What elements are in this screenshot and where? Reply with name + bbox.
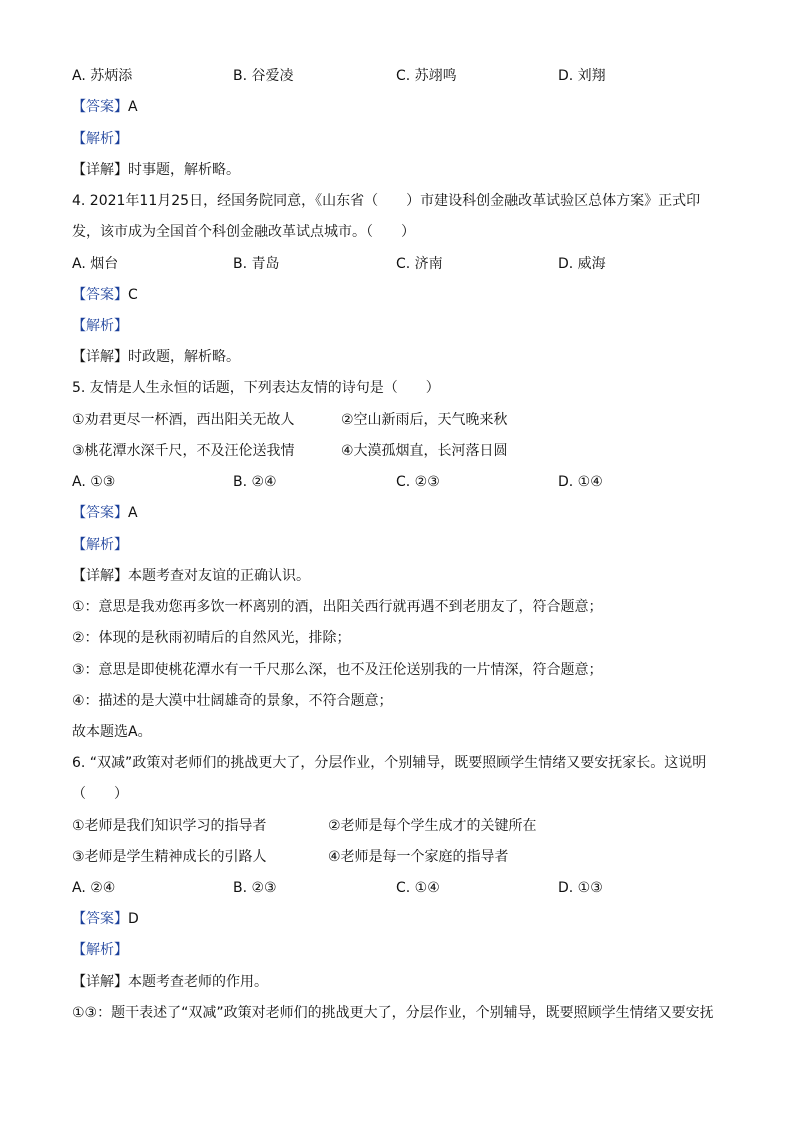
q5-answer (72, 503, 138, 523)
q5-stem: 5. 友情是人生永恒的话题，下列表达友情的诗句是（ ） (72, 380, 440, 396)
q6-stem-line2: （ ） (72, 786, 128, 802)
detail-text: 本题考查老师的作用。 (128, 974, 268, 990)
answer-value: C (128, 287, 138, 303)
q3-option-a: A. 苏炳添 (72, 68, 133, 84)
q6-option-d: D. ①③ (558, 880, 603, 896)
q5-detail (72, 566, 310, 586)
detail-tag: 【详解】 (72, 349, 128, 365)
q5-option-c: C. ②③ (396, 474, 440, 490)
q5-item-2: ②空山新雨后，天气晚来秋 (341, 412, 508, 428)
q6-option-c: C. ①④ (396, 880, 440, 896)
answer-value: A (128, 505, 138, 521)
q3-option-d: D. 刘翔 (558, 68, 606, 84)
q5-analysis-tag: 【解析】 (72, 537, 128, 553)
answer-value: A (128, 99, 138, 115)
q3-detail (72, 160, 240, 180)
q4-stem-line2: 发，该市成为全国首个科创金融改革试点城市。（ ） (72, 224, 415, 240)
q5-item-1: ①劝君更尽一杯酒，西出阳关无故人 (72, 412, 295, 428)
q6-option-b: B. ②③ (233, 880, 277, 896)
q3-option-b: B. 谷爱凌 (233, 68, 294, 84)
q5-explanation-4: ④：描述的是大漠中壮阔雄奇的景象，不符合题意； (72, 693, 393, 709)
q5-option-d: D. ①④ (558, 474, 603, 490)
q4-option-b: B. 青岛 (233, 256, 280, 272)
detail-text: 时政题，解析略。 (128, 349, 240, 365)
answer-tag: 【答案】 (72, 287, 128, 303)
q3-option-c: C. 苏翊鸣 (396, 68, 457, 84)
detail-tag: 【详解】 (72, 974, 128, 990)
answer-tag: 【答案】 (72, 911, 128, 927)
answer-tag: 【答案】 (72, 505, 128, 521)
q3-answer (72, 97, 138, 117)
q6-item-2: ②老师是每个学生成才的关键所在 (328, 818, 537, 834)
q4-option-c: C. 济南 (396, 256, 443, 272)
q5-option-a: A. ①③ (72, 474, 116, 490)
q6-stem-line1: 6. “双减”政策对老师们的挑战更大了，分层作业，个别辅导，既要照顾学生情绪又要安抚家长。这说明 (72, 755, 707, 771)
q6-explanation-1: ①③：题干表述了“双减”政策对老师们的挑战更大了，分层作业，个别辅导，既要照顾学生情绪又要安抚 (72, 1005, 714, 1021)
detail-tag: 【详解】 (72, 162, 128, 178)
q3-analysis-tag: 【解析】 (72, 131, 128, 147)
q5-option-b: B. ②④ (233, 474, 277, 490)
q6-item-4: ④老师是每一个家庭的指导者 (328, 849, 509, 865)
q5-item-3: ③桃花潭水深千尺，不及汪伦送我情 (72, 443, 295, 459)
q6-analysis-tag: 【解析】 (72, 942, 128, 958)
answer-tag: 【答案】 (72, 99, 128, 115)
q4-option-d: D. 威海 (558, 256, 606, 272)
q6-detail (72, 972, 268, 992)
detail-text: 本题考查对友谊的正确认识。 (128, 568, 310, 584)
q5-explanation-1: ①：意思是我劝您再多饮一杯离别的酒，出阳关西行就再遇不到老朋友了，符合题意； (72, 599, 603, 615)
q6-option-a: A. ②④ (72, 880, 116, 896)
q4-analysis-tag: 【解析】 (72, 318, 128, 334)
q4-detail (72, 347, 240, 367)
q5-explanation-3: ③：意思是即使桃花潭水有一千尺那么深，也不及汪伦送别我的一片情深，符合题意； (72, 662, 603, 678)
q6-item-3: ③老师是学生精神成长的引路人 (72, 849, 267, 865)
q6-answer (72, 909, 139, 929)
q4-answer (72, 285, 138, 305)
q4-option-a: A. 烟台 (72, 256, 119, 272)
q5-explanation-2: ②：体现的是秋雨初晴后的自然风光，排除； (72, 630, 351, 646)
q4-stem-line1: 4. 2021年11月25日，经国务院同意，《山东省（ ）市建设科创金融改革试验区总体方案》正式印 (72, 193, 701, 209)
q5-conclusion: 故本题选A。 (72, 724, 152, 740)
q5-item-4: ④大漠孤烟直，长河落日圆 (341, 443, 508, 459)
detail-text: 时事题，解析略。 (128, 162, 240, 178)
answer-value: D (128, 911, 139, 927)
detail-tag: 【详解】 (72, 568, 128, 584)
q6-item-1: ①老师是我们知识学习的指导者 (72, 818, 267, 834)
